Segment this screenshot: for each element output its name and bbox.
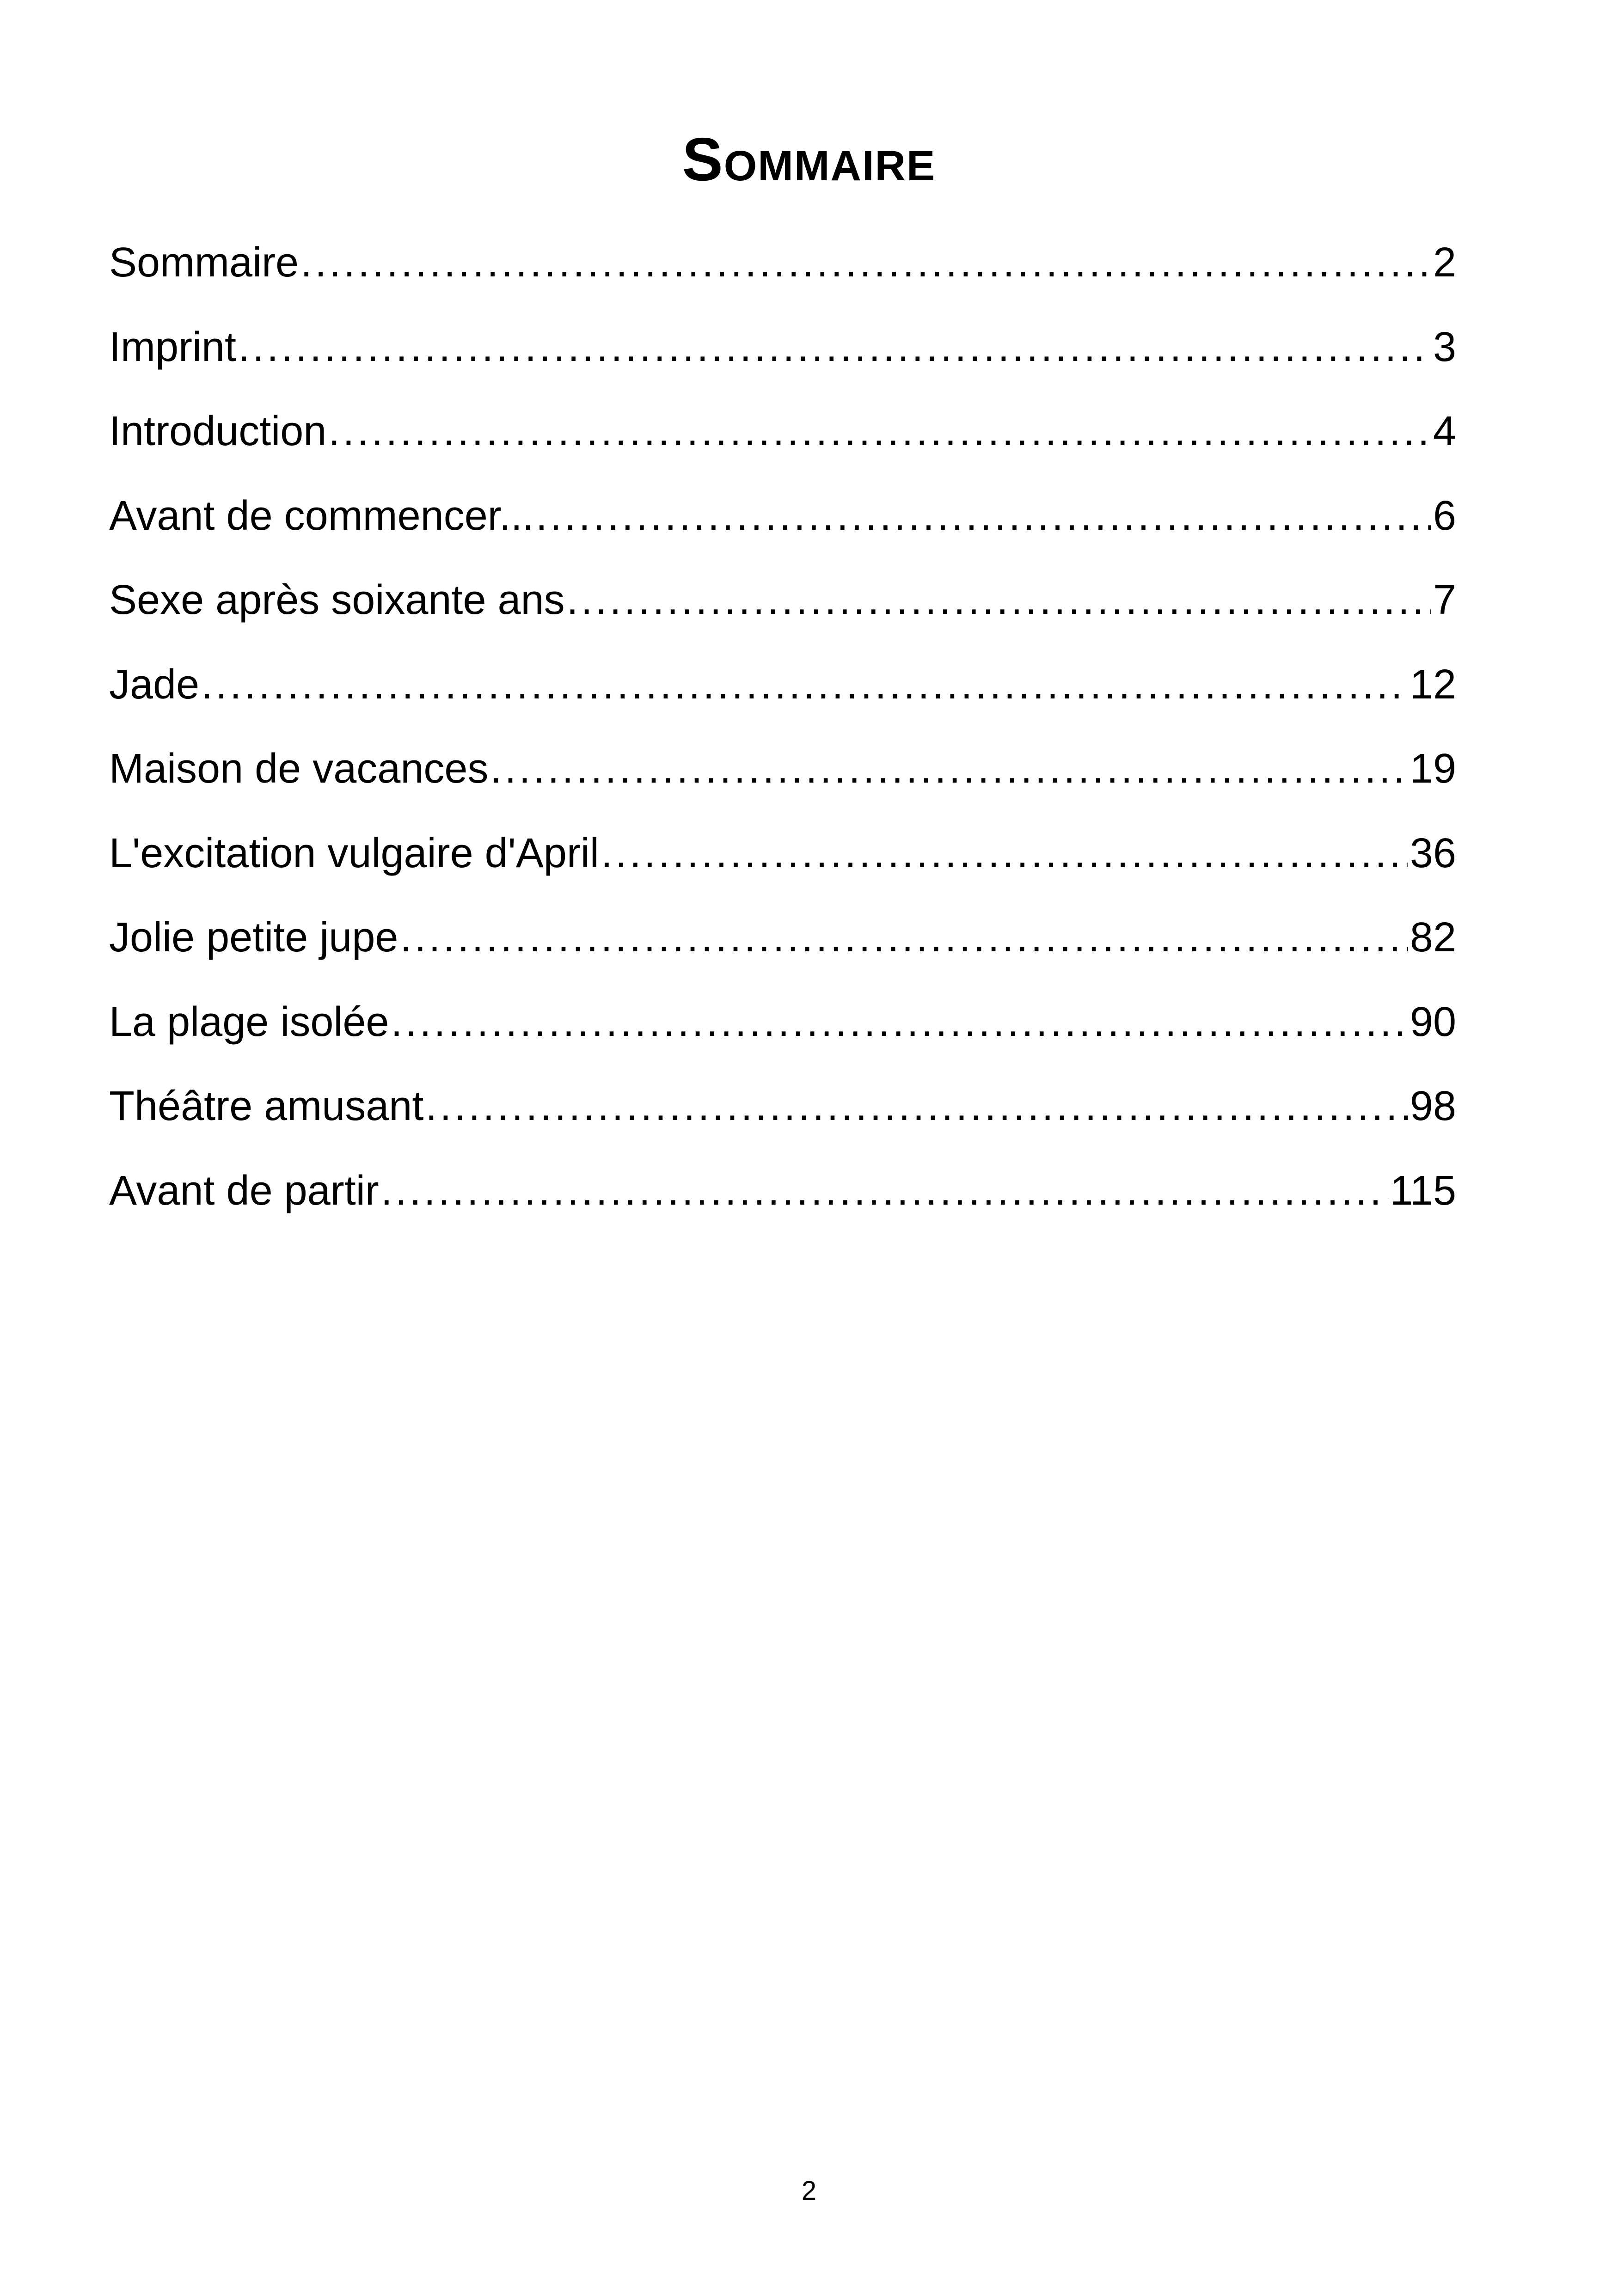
toc-dot-leader xyxy=(300,220,1431,305)
toc-entry-page: 3 xyxy=(1433,324,1456,370)
toc-entry-label: Jolie petite jupe xyxy=(109,914,398,961)
toc-dot-leader xyxy=(238,305,1431,390)
toc-dot-leader xyxy=(400,895,1408,980)
toc-entry-page: 2 xyxy=(1433,239,1456,286)
toc-entry-label: Sexe après soixante ans xyxy=(109,577,565,623)
toc-entry-la-plage-isolee[interactable] xyxy=(109,980,1456,1065)
toc-dot-leader xyxy=(201,643,1408,727)
toc-entry-maison-de-vacances[interactable] xyxy=(109,727,1456,811)
toc-entry-label: Introduction xyxy=(109,408,327,454)
toc-entry-page: 82 xyxy=(1410,914,1456,961)
toc-dot-leader xyxy=(328,389,1431,474)
toc-entry-page: 7 xyxy=(1433,577,1456,623)
toc-entry-label: Maison de vacances xyxy=(109,746,489,792)
toc-entry-label: Théâtre amusant xyxy=(109,1083,424,1129)
toc-entry-page: 4 xyxy=(1433,408,1456,454)
toc-dot-leader xyxy=(381,1149,1388,1233)
toc-entry-theatre-amusant[interactable] xyxy=(109,1064,1456,1149)
toc-dot-leader xyxy=(601,811,1408,896)
toc-entry-avant-de-partir[interactable] xyxy=(109,1149,1456,1233)
toc-dot-leader xyxy=(391,980,1408,1065)
toc-dot-leader xyxy=(536,474,1431,558)
toc-entry-page: 36 xyxy=(1410,830,1456,876)
toc-entry-sommaire[interactable] xyxy=(109,220,1456,305)
toc-entry-sexe-apres-soixante-ans[interactable] xyxy=(109,558,1456,643)
toc-entry-label: L'excitation vulgaire d'April xyxy=(109,830,599,876)
toc-entry-jade[interactable] xyxy=(109,643,1456,727)
table-of-contents xyxy=(109,220,1456,1233)
toc-dot-leader xyxy=(490,727,1408,811)
toc-entry-page: 12 xyxy=(1410,661,1456,708)
toc-entry-label: Jade xyxy=(109,661,200,708)
toc-entry-label: La plage isolée xyxy=(109,998,389,1045)
toc-entry-page: 6 xyxy=(1433,492,1456,539)
page-title: Sommaire xyxy=(682,125,936,193)
page-number: 2 xyxy=(801,2176,817,2206)
toc-dot-leader xyxy=(567,558,1431,643)
toc-entry-introduction[interactable] xyxy=(109,389,1456,474)
toc-entry-jolie-petite-jupe[interactable] xyxy=(109,895,1456,980)
toc-entry-label: Imprint xyxy=(109,324,237,370)
toc-entry-excitation-vulgaire-april[interactable] xyxy=(109,811,1456,896)
toc-entry-label: Avant de partir xyxy=(109,1167,379,1214)
toc-entry-page: 90 xyxy=(1410,998,1456,1045)
toc-entry-avant-de-commencer[interactable] xyxy=(109,474,1456,558)
toc-dot-leader xyxy=(425,1064,1408,1149)
toc-entry-imprint[interactable] xyxy=(109,305,1456,390)
toc-entry-page: 19 xyxy=(1410,746,1456,792)
toc-entry-page: 115 xyxy=(1390,1167,1456,1214)
toc-entry-label: Sommaire xyxy=(109,239,299,286)
toc-entry-page: 98 xyxy=(1410,1083,1456,1129)
toc-entry-label: Avant de commencer... xyxy=(109,492,534,539)
